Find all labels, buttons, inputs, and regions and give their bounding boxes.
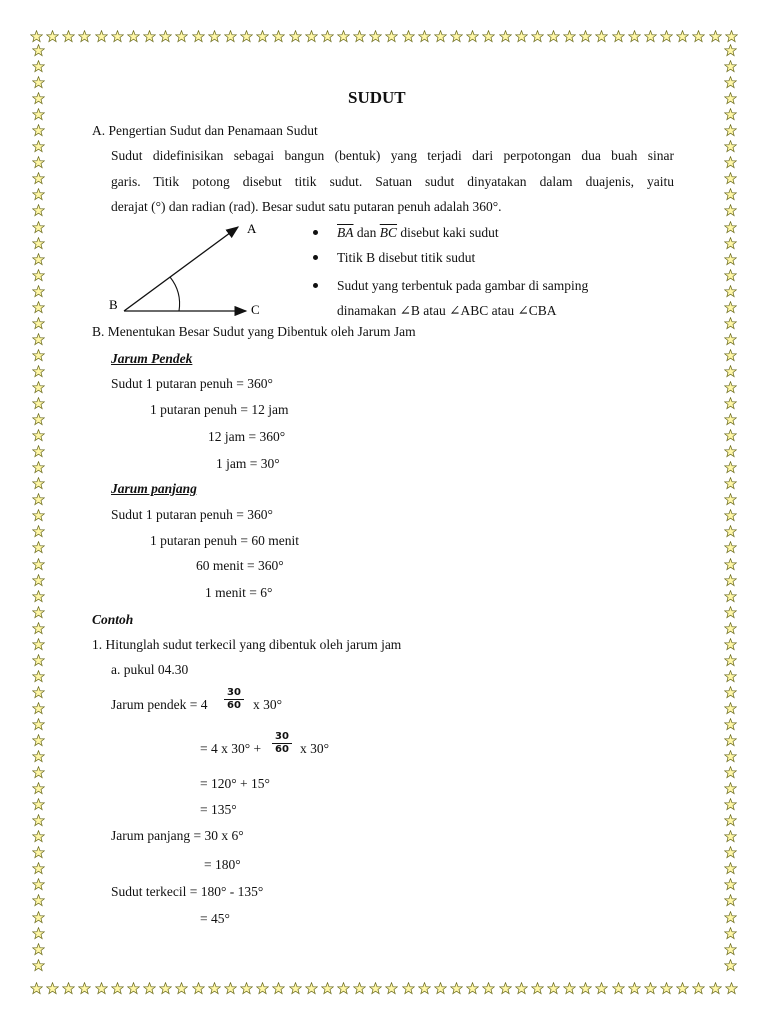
star-icon — [660, 30, 673, 43]
star-icon — [32, 477, 45, 490]
star-icon — [724, 590, 737, 603]
star-icon — [724, 654, 737, 667]
section-a-para-line-2: garis. Titik potong disebut titik sudut. Satuan sudut dinyatakan dalam duajenis, yaitu — [111, 174, 674, 189]
panjang-line-2: 1 putaran penuh = 60 menit — [150, 533, 299, 548]
fraction-30-60: $\frac{30}{60}$ — [224, 687, 244, 712]
star-icon — [32, 333, 45, 346]
star-icon — [127, 30, 140, 43]
star-icon — [724, 798, 737, 811]
star-icon — [32, 60, 45, 73]
sudut-terkecil-calc: Sudut terkecil = 180° - 135° — [111, 884, 264, 899]
star-icon — [724, 638, 737, 651]
star-icon — [628, 982, 641, 995]
star-icon — [46, 982, 59, 995]
star-icon — [724, 911, 737, 924]
star-icon — [321, 982, 334, 995]
star-icon — [692, 982, 705, 995]
star-icon — [724, 253, 737, 266]
jarum-panjang-calc: Jarum panjang = 30 x 6° — [111, 828, 244, 843]
star-icon — [95, 30, 108, 43]
panjang-line-4: 1 menit = 6° — [205, 585, 273, 600]
star-icon — [563, 982, 576, 995]
star-icon — [32, 397, 45, 410]
star-icon — [499, 30, 512, 43]
star-icon — [692, 30, 705, 43]
star-icon — [724, 830, 737, 843]
star-icon — [32, 301, 45, 314]
label-c: C — [251, 302, 260, 317]
star-icon — [224, 30, 237, 43]
star-icon — [644, 30, 657, 43]
bullet-dot — [313, 283, 318, 288]
star-icon — [32, 558, 45, 571]
star-icon — [32, 638, 45, 651]
bullet-titik-sudut: Titik B disebut titik sudut — [337, 250, 476, 265]
star-icon — [32, 943, 45, 956]
contoh-label: Contoh — [92, 612, 134, 627]
star-icon — [724, 333, 737, 346]
star-icon — [32, 670, 45, 683]
star-icon — [724, 846, 737, 859]
star-icon — [256, 30, 269, 43]
star-icon — [725, 982, 738, 995]
angle-figure — [100, 218, 300, 322]
star-icon — [32, 541, 45, 554]
star-icon — [724, 92, 737, 105]
star-icon — [724, 750, 737, 763]
bullet-dot — [313, 255, 318, 260]
star-icon — [62, 30, 75, 43]
star-icon — [709, 982, 722, 995]
star-icon — [402, 30, 415, 43]
star-icon — [724, 477, 737, 490]
star-icon — [143, 982, 156, 995]
star-icon — [32, 221, 45, 234]
star-icon — [724, 397, 737, 410]
star-icon — [369, 30, 382, 43]
star-icon — [515, 30, 528, 43]
star-icon — [32, 846, 45, 859]
label-a: A — [247, 221, 257, 236]
star-icon — [32, 814, 45, 827]
star-icon — [724, 894, 737, 907]
star-icon — [208, 30, 221, 43]
star-icon — [127, 982, 140, 995]
star-icon — [724, 927, 737, 940]
star-icon — [724, 782, 737, 795]
star-icon — [143, 30, 156, 43]
star-icon — [32, 76, 45, 89]
star-icon — [724, 445, 737, 458]
section-a-para-line-1: Sudut didefinisikan sebagai bangun (bentuk) yang terjadi dari perpotongan dua buah sinar — [111, 148, 674, 163]
border-right — [722, 44, 738, 972]
sudut-terkecil-result: = 45° — [200, 911, 230, 926]
pendek-step-2: = 4 x 30° + — [200, 741, 262, 756]
star-icon — [32, 734, 45, 747]
star-icon — [724, 814, 737, 827]
star-icon — [579, 30, 592, 43]
star-icon — [32, 622, 45, 635]
star-icon — [32, 798, 45, 811]
pendek-line-2: 1 putaran penuh = 12 jam — [150, 402, 289, 417]
star-icon — [724, 237, 737, 250]
ray-ba-symbol: $\overline{BA}$ — [337, 225, 354, 240]
star-icon — [724, 574, 737, 587]
ray-bc-symbol: $\overline{BC}$ — [379, 225, 398, 240]
fraction-30-60: $\frac{30}{60}$ — [272, 731, 292, 756]
panjang-line-3: 60 menit = 360° — [196, 558, 284, 573]
star-icon — [515, 982, 528, 995]
star-icon — [32, 878, 45, 891]
border-left — [30, 44, 46, 972]
star-icon — [724, 943, 737, 956]
star-icon — [78, 982, 91, 995]
star-icon — [724, 766, 737, 779]
star-icon — [676, 982, 689, 995]
star-icon — [724, 44, 737, 57]
star-icon — [724, 670, 737, 683]
star-icon — [240, 982, 253, 995]
star-icon — [724, 172, 737, 185]
star-icon — [32, 204, 45, 217]
star-icon — [159, 30, 172, 43]
angle-arc — [170, 277, 180, 311]
star-icon — [32, 124, 45, 137]
star-icon — [724, 702, 737, 715]
star-icon — [482, 982, 495, 995]
star-icon — [724, 606, 737, 619]
star-icon — [450, 982, 463, 995]
times-30-deg: x 30° — [300, 741, 330, 756]
star-icon — [32, 156, 45, 169]
star-icon — [32, 686, 45, 699]
star-icon — [30, 982, 43, 995]
star-icon — [724, 734, 737, 747]
star-icon — [32, 413, 45, 426]
star-icon — [660, 982, 673, 995]
panjang-step-2: = 180° — [204, 857, 241, 872]
section-b-heading: B. Menentukan Besar Sudut yang Dibentuk oleh Jarum Jam — [92, 324, 416, 339]
star-icon — [337, 30, 350, 43]
star-icon — [724, 959, 737, 972]
star-icon — [32, 574, 45, 587]
star-icon — [724, 124, 737, 137]
star-icon — [547, 30, 560, 43]
star-icon — [32, 862, 45, 875]
jarum-pendek-calc: Jarum pendek = 4 — [111, 697, 208, 712]
star-icon — [724, 269, 737, 282]
section-a-heading: A. Pengertian Sudut dan Penamaan Sudut — [92, 123, 318, 138]
star-icon — [418, 982, 431, 995]
bullet-dot — [313, 230, 318, 235]
star-icon — [32, 750, 45, 763]
star-icon — [724, 156, 737, 169]
star-icon — [32, 269, 45, 282]
star-icon — [46, 30, 59, 43]
star-icon — [32, 188, 45, 201]
star-icon — [289, 982, 302, 995]
pendek-step-4: = 135° — [200, 802, 237, 817]
star-icon — [159, 982, 172, 995]
star-icon — [305, 30, 318, 43]
star-icon — [724, 381, 737, 394]
star-icon — [32, 365, 45, 378]
border-top — [30, 28, 738, 44]
bullet-kaki-sudut: $\overline{BA}$ dan $\overline{BC}$ disebut kaki sudut — [337, 225, 499, 240]
star-icon — [450, 30, 463, 43]
star-icon — [385, 982, 398, 995]
star-icon — [32, 590, 45, 603]
star-icon — [724, 862, 737, 875]
star-icon — [724, 349, 737, 362]
star-icon — [32, 606, 45, 619]
star-icon — [337, 982, 350, 995]
star-icon — [595, 982, 608, 995]
star-icon — [531, 982, 544, 995]
star-icon — [32, 718, 45, 731]
star-icon — [724, 686, 737, 699]
star-icon — [531, 30, 544, 43]
star-icon — [612, 982, 625, 995]
star-icon — [32, 237, 45, 250]
star-icon — [563, 30, 576, 43]
star-icon — [434, 982, 447, 995]
star-icon — [32, 349, 45, 362]
star-icon — [709, 30, 722, 43]
star-icon — [32, 911, 45, 924]
star-icon — [724, 493, 737, 506]
star-icon — [240, 30, 253, 43]
star-icon — [111, 30, 124, 43]
star-icon — [272, 30, 285, 43]
star-icon — [305, 982, 318, 995]
star-icon — [32, 108, 45, 121]
star-icon — [32, 654, 45, 667]
star-icon — [32, 509, 45, 522]
star-icon — [32, 830, 45, 843]
star-icon — [466, 982, 479, 995]
star-icon — [724, 317, 737, 330]
star-icon — [32, 894, 45, 907]
star-icon — [724, 301, 737, 314]
star-icon — [32, 44, 45, 57]
jarum-panjang-label: Jarum panjang — [111, 481, 197, 496]
star-icon — [32, 381, 45, 394]
question-1a: a. pukul 04.30 — [111, 662, 189, 677]
jarum-pendek-label: Jarum Pendek — [111, 351, 193, 366]
star-icon — [724, 509, 737, 522]
star-icon — [32, 461, 45, 474]
pendek-line-3: 12 jam = 360° — [208, 429, 286, 444]
section-a-para-line-3: derajat (°) dan radian (rad). Besar sudut satu putaran penuh adalah 360°. — [111, 199, 502, 214]
star-icon — [32, 253, 45, 266]
star-icon — [111, 982, 124, 995]
star-icon — [724, 622, 737, 635]
star-icon — [418, 30, 431, 43]
star-icon — [725, 30, 738, 43]
star-icon — [547, 982, 560, 995]
pendek-line-4: 1 jam = 30° — [216, 456, 280, 471]
bullet-penamaan-line-2: dinamakan ∠B atau ∠ABC atau ∠CBA — [337, 303, 557, 318]
star-icon — [32, 782, 45, 795]
star-icon — [321, 30, 334, 43]
star-icon — [724, 878, 737, 891]
star-icon — [32, 92, 45, 105]
star-icon — [353, 982, 366, 995]
star-icon — [224, 982, 237, 995]
star-icon — [289, 30, 302, 43]
star-icon — [724, 718, 737, 731]
star-icon — [32, 317, 45, 330]
star-icon — [272, 982, 285, 995]
star-icon — [32, 429, 45, 442]
star-icon — [499, 982, 512, 995]
star-icon — [724, 204, 737, 217]
star-icon — [175, 982, 188, 995]
times-30-deg: x 30° — [253, 697, 283, 712]
star-icon — [724, 413, 737, 426]
star-icon — [724, 558, 737, 571]
star-icon — [482, 30, 495, 43]
star-icon — [724, 461, 737, 474]
star-icon — [208, 982, 221, 995]
label-b: B — [109, 297, 118, 312]
star-icon — [30, 30, 43, 43]
star-icon — [676, 30, 689, 43]
star-icon — [32, 525, 45, 538]
star-icon — [32, 766, 45, 779]
star-icon — [62, 982, 75, 995]
star-icon — [256, 982, 269, 995]
question-1: 1. Hitunglah sudut terkecil yang dibentuk oleh jarum jam — [92, 637, 402, 652]
star-icon — [724, 76, 737, 89]
border-bottom — [30, 980, 738, 996]
bullet-penamaan-line-1: Sudut yang terbentuk pada gambar di samping — [337, 278, 589, 293]
star-icon — [192, 982, 205, 995]
page-title: SUDUT — [348, 88, 406, 107]
star-icon — [402, 982, 415, 995]
panjang-line-1: Sudut 1 putaran penuh = 360° — [111, 507, 273, 522]
star-icon — [724, 221, 737, 234]
star-icon — [95, 982, 108, 995]
star-icon — [175, 30, 188, 43]
star-icon — [724, 60, 737, 73]
star-icon — [353, 30, 366, 43]
pendek-step-3: = 120° + 15° — [200, 776, 270, 791]
star-icon — [724, 108, 737, 121]
star-icon — [628, 30, 641, 43]
star-icon — [724, 285, 737, 298]
star-icon — [32, 927, 45, 940]
star-icon — [579, 982, 592, 995]
star-icon — [724, 541, 737, 554]
star-icon — [612, 30, 625, 43]
star-icon — [724, 140, 737, 153]
star-icon — [32, 702, 45, 715]
star-icon — [466, 30, 479, 43]
star-icon — [724, 188, 737, 201]
star-icon — [192, 30, 205, 43]
star-icon — [32, 285, 45, 298]
star-icon — [434, 30, 447, 43]
ray-ba — [124, 227, 238, 311]
star-icon — [724, 365, 737, 378]
star-icon — [32, 959, 45, 972]
star-icon — [369, 982, 382, 995]
star-icon — [32, 493, 45, 506]
star-icon — [595, 30, 608, 43]
star-icon — [78, 30, 91, 43]
star-icon — [32, 172, 45, 185]
star-icon — [385, 30, 398, 43]
star-icon — [32, 140, 45, 153]
star-icon — [644, 982, 657, 995]
pendek-line-1: Sudut 1 putaran penuh = 360° — [111, 376, 273, 391]
star-icon — [724, 525, 737, 538]
star-icon — [32, 445, 45, 458]
star-icon — [724, 429, 737, 442]
